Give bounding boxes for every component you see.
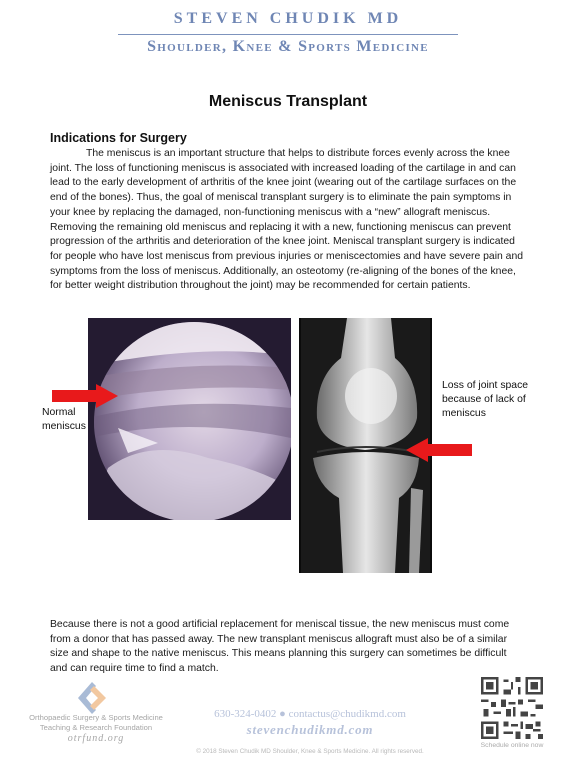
email-link[interactable]: contactus@chudikmd.com [288, 708, 406, 720]
brand-name: STEVEN CHUDIK MD [173, 10, 403, 27]
page-title: Meniscus Transplant [208, 93, 368, 110]
contact-line [170, 708, 450, 720]
foundation-link[interactable]: otrfund.org [67, 733, 125, 744]
bullet-icon: ● [279, 708, 289, 720]
foundation-logo-icon [72, 682, 112, 714]
brand-tagline: Shoulder, Knee & Sports Medicine [147, 38, 429, 55]
foundation-name: Orthopaedic Surgery & Sports Medicine Teaching & Research Foundation [29, 713, 163, 732]
arrow-left-icon [406, 438, 472, 462]
website-link[interactable]: stevenchudikmd.com [246, 722, 374, 737]
copyright-notice: © 2018 Steven Chudik MD Shoulder, Knee & Sports Medicine. All rights reserved. [196, 748, 424, 755]
body-paragraph-1: The meniscus is an important structure that helps to distribute forces evenly across the knee joint. The loss of functioning meniscus is associated with increased loading of the cartilage in and can lead to the early development of arthritis of the knee joint (wearing out of the cartilage surfaces on the end of the bones). Thus, the goal of meniscal transplant surgery is to eliminate the pain symptoms in your knee by replacing the damaged, non-functioning meniscus with a “new” allograft meniscus. Removing the remaining old meniscus and replacing it with a new, functioning meniscus can prevent progression of the arthritis and deterioration of the knee joint. Meniscal transplant surgery is indicated for people who have lost meniscus from previous injuries or meniscectomies and have severe pain and symptoms from the loss of meniscus. Additionally, an osteotomy (re-aligning of the bones of the knee, for better weight distribution throughout the joint) may be recommended for certain patients. [50, 148, 524, 292]
arrow-right-icon [52, 384, 118, 408]
section-heading: Indications for Surgery [50, 131, 187, 145]
caption-normal-meniscus: Normal meniscus [42, 407, 86, 432]
body-paragraph-2: Because there is not a good artificial replacement for meniscal tissue, the new meniscus must come from a donor that has passed away. The new transplant meniscus allograft must also be of a similar size and shape to the native meniscus. This means planning this surgery can sometimes be difficult and can require time to find a match. [50, 619, 510, 675]
arthroscopy-image [88, 318, 291, 520]
qr-code-icon[interactable] [481, 677, 543, 739]
caption-loss-of-joint-space: Loss of joint space because of lack of meniscus [442, 380, 529, 419]
brand-divider [118, 34, 458, 35]
phone-number[interactable]: 630-324-0402 [214, 708, 277, 720]
qr-caption: Schedule online now [480, 742, 544, 749]
